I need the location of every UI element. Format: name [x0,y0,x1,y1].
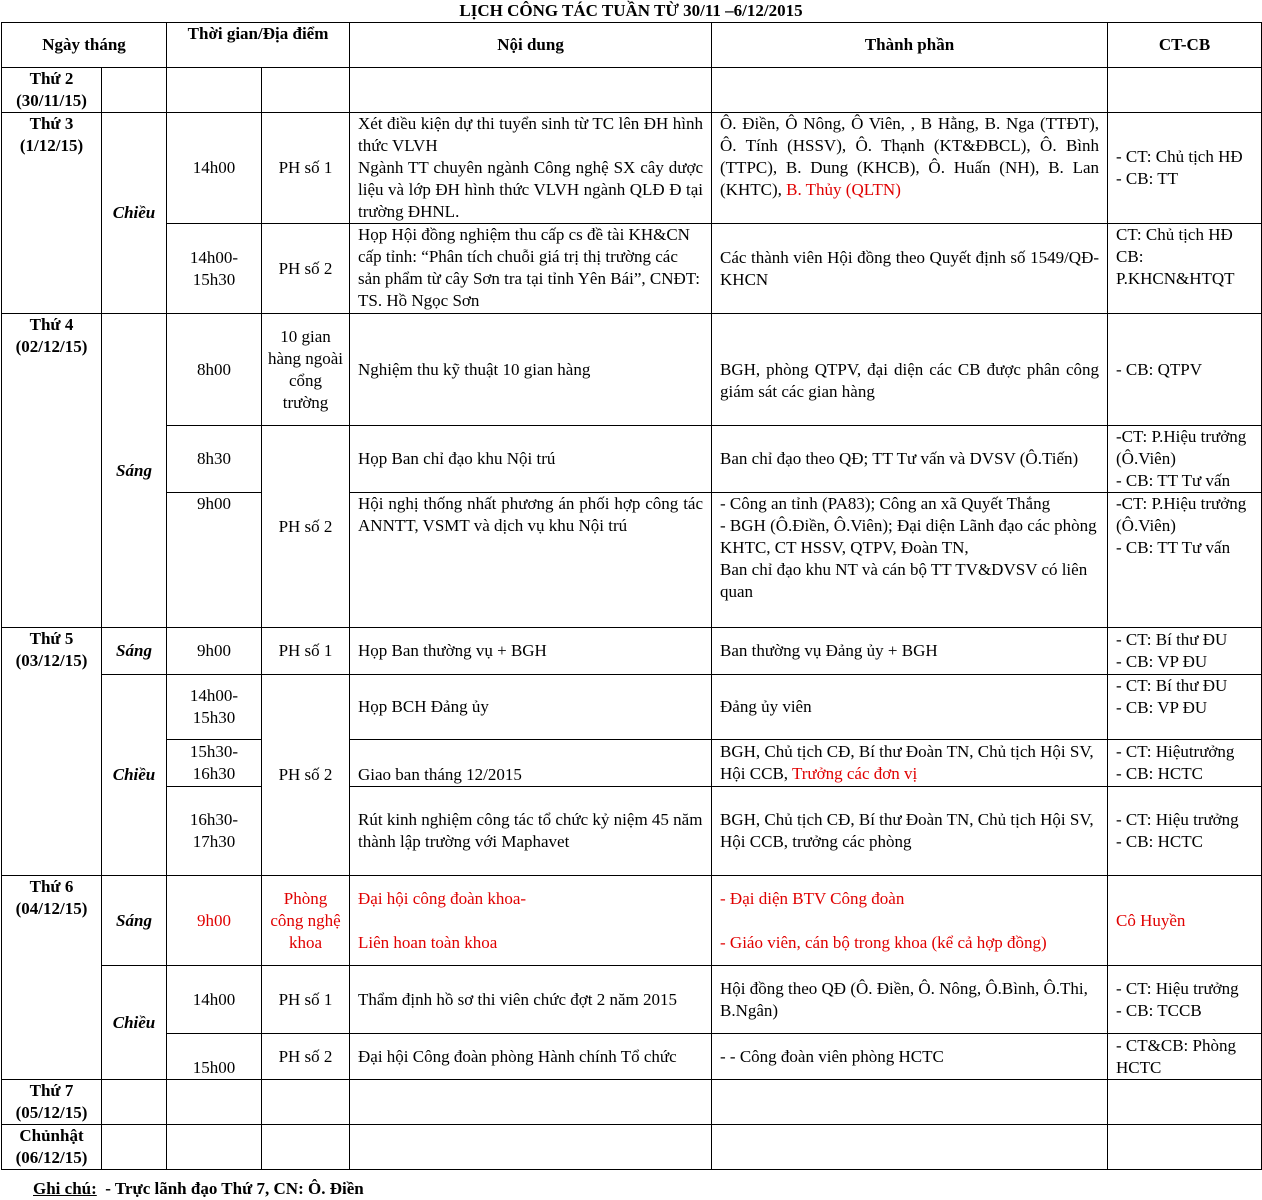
members-cell: - Đại diện BTV Công đoàn - Giáo viên, cán bộ trong khoa (kể cả hợp đồng) [712,876,1108,966]
day-cell: Thứ 7 (05/12/15) [2,1080,102,1125]
day-cell: Thứ 3 (1/12/15) [2,113,102,314]
time-cell: 9h00 [167,628,262,675]
ctcb-cell: - CB: QTPV [1108,314,1262,426]
members-cell: Ban thường vụ Đảng ủy + BGH [712,628,1108,675]
ctcb-cell: - CT: Bí thư ĐU - CB: VP ĐU [1108,675,1262,740]
table-row [2,1034,1262,1080]
time-cell: 9h00 [167,876,262,966]
members-cell: BGH, Chủ tịch CĐ, Bí thư Đoàn TN, Chủ tịch Hội SV, Hội CCB, trưởng các phòng [712,787,1108,876]
day-cell: Thứ 2 (30/11/15) [2,68,102,113]
session-cell: Sáng [102,876,167,966]
content-cell: Đại hội công đoàn khoa- Liên hoan toàn khoa [350,876,712,966]
ctcb-cell: - CT: Hiệu trưởng - CB: HCTC [1108,787,1262,876]
ctcb-cell: -CT: P.Hiệu trưởng (Ô.Viên) - CB: TT Tư vấn [1108,426,1262,493]
members-cell: BGH, phòng QTPV, đại diện các CB được phân công giám sát các gian hàng [712,314,1108,426]
time-cell: 16h30-17h30 [167,787,262,876]
members-cell [712,113,1108,224]
table-row [2,628,1262,675]
table-row [2,314,1262,426]
place-cell: PH số 1 [262,966,350,1034]
content-cell: Xét điều kiện dự thi tuyển sinh từ TC lên ĐH hình thức VLVH Ngành TT chuyên ngành Công nghệ SX cây dược liệu và lớp ĐH hình thức VLVH ngành QLĐ Đ tại trường ĐHNL. [350,113,712,224]
table-row [2,966,1262,1034]
members-cell: Hội đồng theo QĐ (Ô. Điền, Ô. Nông, Ô.Bình, Ô.Thi, B.Ngân) [712,966,1108,1034]
members-highlight: Trưởng các đơn vị [791,764,918,783]
time-cell: 15h30-16h30 [167,740,262,787]
time-cell: 14h00-15h30 [167,224,262,314]
ctcb-cell: CT: Chủ tịch HĐ CB: P.KHCN&HTQT [1108,224,1262,314]
table-row [2,876,1262,966]
time-cell: 8h00 [167,314,262,426]
place-cell: Phòng công nghệ khoa [262,876,350,966]
session-cell: Sáng [102,628,167,675]
ctcb-cell: -CT: P.Hiệu trưởng (Ô.Viên) - CB: TT Tư vấn [1108,493,1262,628]
table-row [2,68,1262,113]
footnote-label: Ghi chú: [33,1179,97,1198]
place-cell: PH số 2 [262,426,350,628]
table-row [2,113,1262,224]
session-cell: Chiều [102,966,167,1080]
time-cell: 14h00-15h30 [167,675,262,740]
content-cell: Đại hội Công đoàn phòng Hành chính Tổ chức [350,1034,712,1080]
members-cell: Các thành viên Hội đồng theo Quyết định số 1549/QĐ-KHCN [712,224,1108,314]
day-cell: Thứ 6 (04/12/15) [2,876,102,1080]
table-row [2,493,1262,628]
members-text: Ô. Điền, Ô Nông, Ô Viên, , B Hằng, B. Nga (TTĐT), Ô. Tính (HSSV), Ô. Thạnh (KT&ĐBCL), Ô. Bình (TTPC), B. Dung (KHCB), Ô. Huấn (NH), B. Lan (KHTC), [720,114,1100,199]
members-cell [712,740,1108,787]
members-cell: - - Công đoàn viên phòng HCTC [712,1034,1108,1080]
members-cell: - Công an tỉnh (PA83); Công an xã Quyết Thắng - BGH (Ô.Điền, Ô.Viên); Đại diện Lãnh đạo các phòng KHTC, CT HSSV, QTPV, Đoàn TN, Ban chỉ đạo khu NT và cán bộ TT TV&DVSV có liên quan [712,493,1108,628]
table-row [2,426,1262,493]
table-row [2,224,1262,314]
members-cell: Đảng ủy viên [712,675,1108,740]
header-row [2,23,1262,68]
content-cell: Họp Hội đồng nghiệm thu cấp cs đề tài KH&CN cấp tỉnh: “Phân tích chuỗi giá trị thị trường các sản phẩm từ cây Sơn tra tại tỉnh Yên Bái”, CNĐT: TS. Hồ Ngọc Sơn [350,224,712,314]
ctcb-cell: - CT&CB: Phòng HCTC [1108,1034,1262,1080]
members-cell: Ban chỉ đạo theo QĐ; TT Tư vấn và DVSV (Ô.Tiến) [712,426,1108,493]
table-row [2,1125,1262,1170]
session-cell: Sáng [102,314,167,628]
ctcb-cell: - CT: Chủ tịch HĐ - CB: TT [1108,113,1262,224]
content-cell: Họp Ban chỉ đạo khu Nội trú [350,426,712,493]
day-cell: Thứ 5 (03/12/15) [2,628,102,876]
content-cell: Giao ban tháng 12/2015 [350,740,712,787]
header-day: Ngày tháng [2,23,167,68]
time-cell: 14h00 [167,113,262,224]
time-cell: 8h30 [167,426,262,493]
content-cell: Họp BCH Đảng ủy [350,675,712,740]
footnote-text: - Trực lãnh đạo Thứ 7, CN: Ô. Điền [96,1179,364,1198]
time-cell: 9h00 [167,493,262,628]
place-cell: PH số 2 [262,224,350,314]
header-ctcb: CT-CB [1108,23,1262,68]
place-cell: PH số 1 [262,628,350,675]
content-cell: Thẩm định hồ sơ thi viên chức đợt 2 năm 2015 [350,966,712,1034]
table-row [2,675,1262,740]
content-cell: Rút kinh nghiệm công tác tổ chức kỷ niệm 45 năm thành lập trường với Maphavet [350,787,712,876]
header-content: Nội dung [350,23,712,68]
time-cell: 15h00 [167,1034,262,1080]
content-cell: Họp Ban thường vụ + BGH [350,628,712,675]
place-cell: PH số 2 [262,675,350,876]
table-row [2,1080,1262,1125]
session-cell: Chiều [102,675,167,876]
ctcb-cell: - CT: Hiệu trưởng - CB: TCCB [1108,966,1262,1034]
header-members: Thành phần [712,23,1108,68]
place-cell: PH số 1 [262,113,350,224]
content-cell: Nghiệm thu kỹ thuật 10 gian hàng [350,314,712,426]
table-row [2,740,1262,787]
table-row [2,787,1262,876]
day-cell: Chủnhật (06/12/15) [2,1125,102,1170]
members-text: BGH, Chủ tịch CĐ, Bí thư Đoàn TN, Chủ tịch Hội SV, Hội CCB, [720,742,1094,783]
place-cell: 10 gian hàng ngoài cổng trường [262,314,350,426]
day-cell: Thứ 4 (02/12/15) [2,314,102,628]
place-cell: PH số 2 [262,1034,350,1080]
header-time-place: Thời gian/Địa điểm [167,23,350,68]
footnote [33,1178,364,1200]
ctcb-cell: Cô Huyền [1108,876,1262,966]
members-highlight: B. Thủy (QLTN) [786,180,901,199]
session-cell: Chiều [102,113,167,314]
ctcb-cell: - CT: Hiệutrưởng - CB: HCTC [1108,740,1262,787]
weekly-schedule-table [1,22,1262,1170]
content-cell: Hội nghị thống nhất phương án phối hợp công tác ANNTT, VSMT và dịch vụ khu Nội trú [350,493,712,628]
schedule-title: LỊCH CÔNG TÁC TUẦN TỪ 30/11 –6/12/2015 [459,1,803,20]
time-cell: 14h00 [167,966,262,1034]
ctcb-cell: - CT: Bí thư ĐU - CB: VP ĐU [1108,628,1262,675]
